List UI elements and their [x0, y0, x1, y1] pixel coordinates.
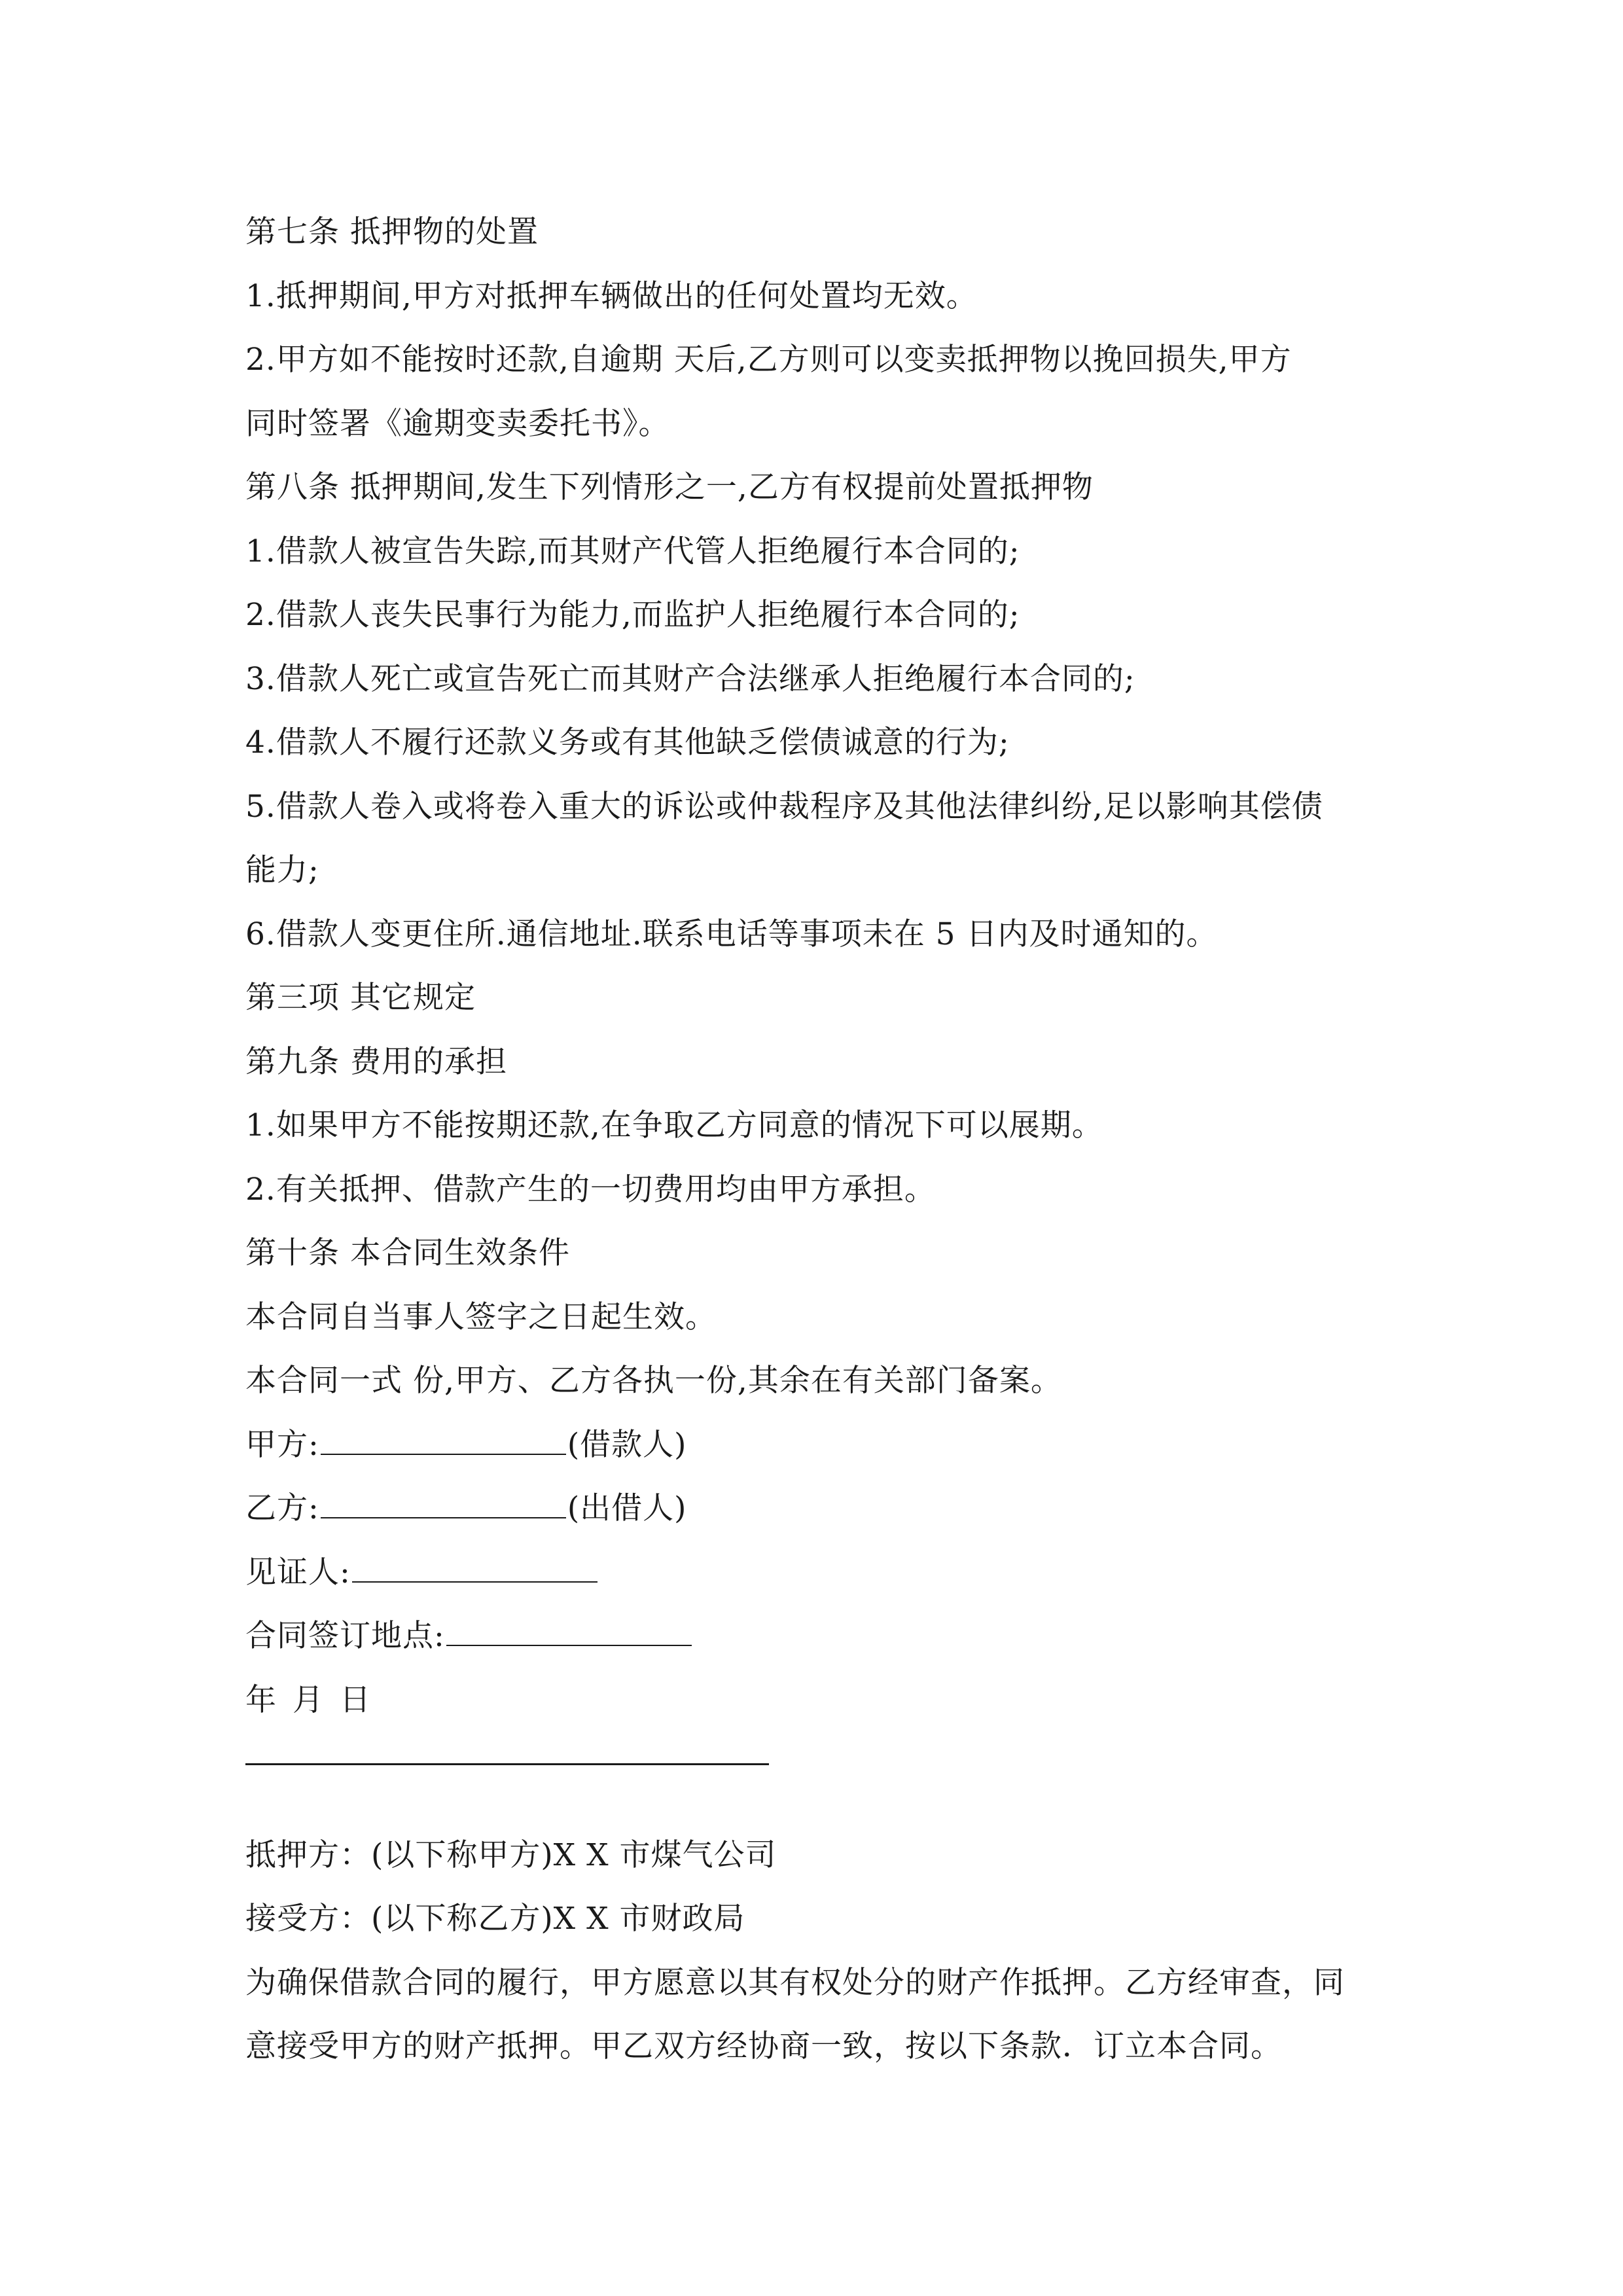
section-3-heading: 第三项 其它规定 [245, 980, 476, 1016]
clause-9-2: 2.有关抵押、借款产生的一切费用均由甲方承担。 [245, 1171, 936, 1208]
party-a-role: (借款人) [567, 1426, 687, 1463]
party-b-blank[interactable] [321, 1491, 566, 1518]
mortgagee-line: 接受方：(以下称乙方)X X 市财政局 [245, 1901, 745, 1937]
signing-place-blank[interactable] [446, 1619, 692, 1646]
clause-8-5: 5.借款人卷入或将卷入重大的诉讼或仲裁程序及其他法律纠纷,足以影响其偿债 [245, 788, 1323, 825]
clause-8-5-cont: 能力; [245, 852, 319, 888]
copies-clause: 本合同一式 份,甲方、乙方各执一份,其余在有关部门备案。 [245, 1363, 1062, 1399]
effective-clause: 本合同自当事人签字之日起生效。 [245, 1299, 717, 1335]
clause-8-1: 1.借款人被宣告失踪,而其财产代管人拒绝履行本合同的; [245, 533, 1020, 569]
party-a-label: 甲方: [245, 1426, 319, 1463]
witness-blank[interactable] [352, 1555, 597, 1583]
witness-signature-line [245, 1541, 1378, 1605]
clause-8-2: 2.借款人丧失民事行为能力,而监护人拒绝履行本合同的; [245, 597, 1020, 633]
clause-8-3: 3.借款人死亡或宣告死亡而其财产合法继承人拒绝履行本合同的; [245, 660, 1135, 697]
divider-rule [245, 1763, 769, 1765]
clause-7-2-cont: 同时签署《逾期变卖委托书》。 [245, 405, 670, 442]
article-8-heading: 第八条 抵押期间,发生下列情形之一,乙方有权提前处置抵押物 [245, 469, 1094, 505]
date-month: 月 [293, 1681, 324, 1718]
signing-place-line [245, 1604, 1378, 1668]
intro-paragraph-line-2: 意接受甲方的财产抵押。甲乙双方经协商一致，按以下条款．订立本合同。 [245, 2028, 1282, 2064]
intro-paragraph-line-1: 为确保借款合同的履行，甲方愿意以其有权处分的财产作抵押。乙方经审查，同 [245, 1964, 1345, 2001]
clause-8-6: 6.借款人变更住所.通信地址.联系电话等事项未在 5 日内及时通知的。 [245, 916, 1218, 952]
signing-place-label: 合同签订地点: [245, 1618, 445, 1654]
article-7-heading: 第七条 抵押物的处置 [245, 214, 539, 250]
clause-7-1: 1.抵押期间,甲方对抵押车辆做出的任何处置均无效。 [245, 278, 978, 314]
date-year: 年 [245, 1681, 277, 1718]
party-b-label: 乙方: [245, 1490, 319, 1526]
date-line [245, 1668, 1378, 1732]
date-day: 日 [340, 1681, 371, 1718]
party-b-signature-line [245, 1477, 1378, 1541]
clause-9-1: 1.如果甲方不能按期还款,在争取乙方同意的情况下可以展期。 [245, 1107, 1103, 1143]
article-10-heading: 第十条 本合同生效条件 [245, 1235, 570, 1271]
article-9-heading: 第九条 费用的承担 [245, 1043, 507, 1080]
party-a-signature-line [245, 1413, 1378, 1477]
section-divider [245, 1732, 1378, 1796]
document-body [245, 200, 1378, 2079]
party-a-blank[interactable] [321, 1427, 566, 1455]
witness-label: 见证人: [245, 1554, 351, 1590]
mortgagor-line: 抵押方：(以下称甲方)X X 市煤气公司 [245, 1837, 777, 1873]
party-b-role: (出借人) [567, 1490, 687, 1526]
clause-8-4: 4.借款人不履行还款义务或有其他缺乏偿债诚意的行为; [245, 725, 1010, 761]
clause-7-2: 2.甲方如不能按时还款,自逾期 天后,乙方则可以变卖抵押物以挽回损失,甲方 [245, 342, 1292, 378]
